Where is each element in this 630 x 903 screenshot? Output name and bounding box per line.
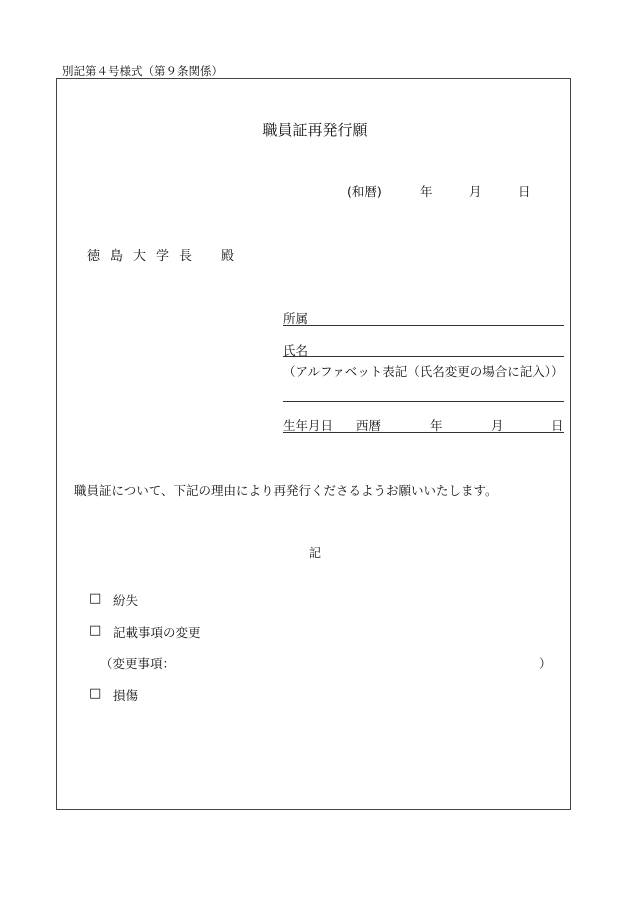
alphabet-name-line[interactable] [283,401,564,402]
addressee-name: 徳島大学長 [87,249,203,264]
change-label: 記載事項の変更 [113,625,201,640]
request-text: 職員証について、下記の理由により再発行くださるようお願いいたします。 [74,483,498,498]
birth-day-label: 日 [551,418,564,433]
change-detail-close: ） [539,656,552,671]
birth-date-label: 生年月日 [283,418,334,433]
date-era-label: (和暦) [347,184,382,199]
birth-year-label: 年 [430,418,443,433]
date-day-label: 日 [518,184,531,199]
ki-heading: 記 [308,546,321,560]
name-label: 氏名 [283,343,309,358]
birth-month-label: 月 [491,418,504,433]
lost-label: 紛失 [113,593,139,608]
addressee-suffix: 殿 [221,249,235,264]
affiliation-line[interactable] [283,325,564,326]
date-month-label: 月 [469,184,482,199]
form-number-label: 別記第４号様式（第９条関係） [62,64,223,78]
name-line[interactable] [283,356,564,357]
form-title: 職員証再発行願 [262,121,368,139]
damaged-label: 損傷 [113,688,139,703]
birth-era-label: 西暦 [356,418,382,433]
affiliation-label: 所属 [283,311,309,326]
lost-checkbox[interactable]: □ [89,591,102,606]
date-year-label: 年 [420,184,433,199]
alphabet-note: （アルファベット表記（氏名変更の場合に記入）） [283,364,564,379]
change-detail-label: （変更事項： [100,656,176,671]
change-checkbox[interactable]: □ [89,623,102,638]
damaged-checkbox[interactable]: □ [89,686,102,701]
birth-date-line[interactable] [283,432,564,433]
